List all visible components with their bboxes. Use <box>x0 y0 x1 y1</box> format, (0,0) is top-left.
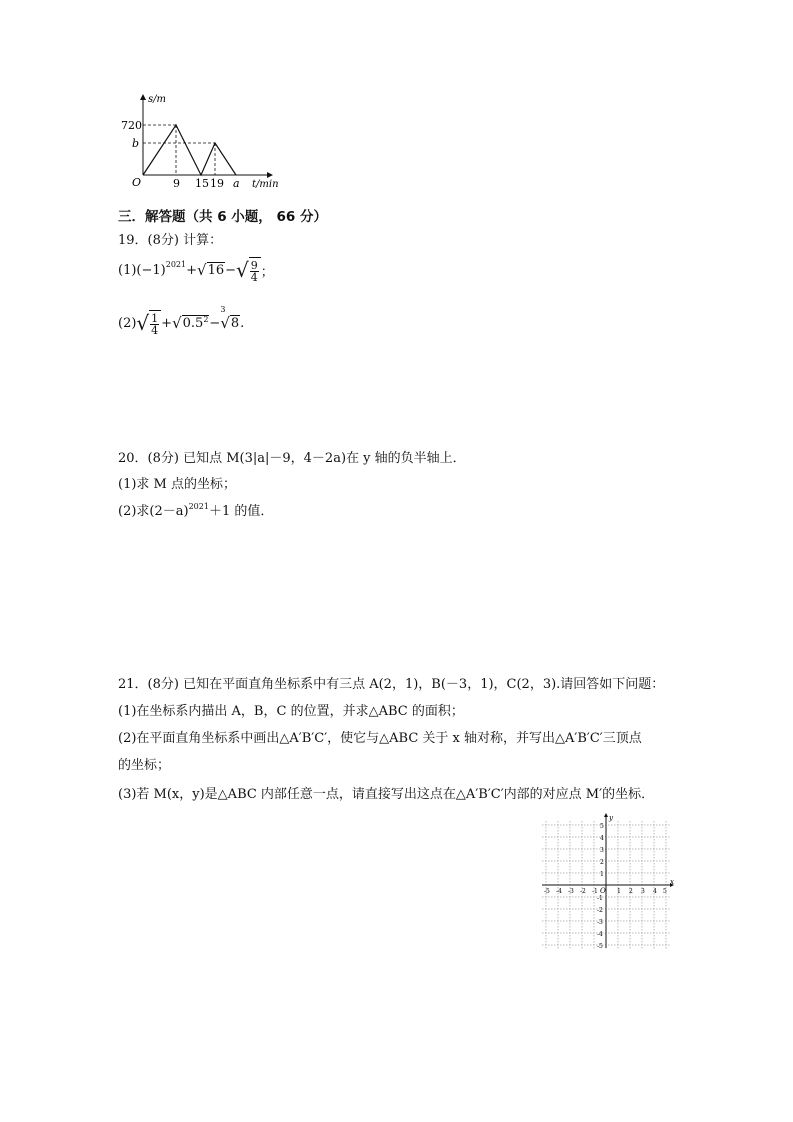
radicand-exponent: 2 <box>203 315 209 324</box>
fraction-numerator: 1 <box>151 311 159 325</box>
q19-p1-minus: − <box>225 262 237 278</box>
fraction-1-4 <box>150 313 159 336</box>
y-tick-b: b <box>132 137 140 150</box>
sqrt-0.5-squared <box>172 315 209 331</box>
q19-p1-end: ； <box>260 264 274 280</box>
x-tick-3: 3 <box>641 888 645 895</box>
x-tick-neg2: -2 <box>580 888 586 895</box>
radical-sign-icon: √ <box>197 261 207 279</box>
radicand-0.5: 0.5 <box>182 316 204 331</box>
x-axis-arrow <box>267 172 273 178</box>
y-tick-neg2: -2 <box>597 907 603 914</box>
q20-p2-post: ＋1 的值． <box>208 504 274 519</box>
cube-root-8 <box>220 305 240 332</box>
q20-header: 20．(8分) 已知点 M(3|a|－9，4－2a)在 y 轴的负半轴上． <box>118 451 466 466</box>
sqrt-16-radicand: 16 <box>207 263 225 278</box>
sqrt-1-over-4 <box>136 310 161 336</box>
sqrt-9-over-4 <box>236 257 261 283</box>
q19-p2-label: (2) <box>118 315 137 331</box>
y-tick-neg3: -3 <box>597 919 603 926</box>
sqrt-16 <box>197 262 225 278</box>
x-tick-a: a <box>233 177 240 190</box>
q21-part3: (3)若 M(x，y)是△ABC 内部任意一点，请直接写出这点在△A′B′C′内部的对应点 M′的坐标． <box>118 787 655 802</box>
radical-sign-icon: √ <box>172 314 182 332</box>
y-tick-4: 4 <box>600 835 604 842</box>
q21-header: 21．(8分) 已知在平面直角坐标系中有三点 A(2，1)，B(－3，1)，C(2，3).请回答如下问题： <box>118 677 665 692</box>
grid-x-label: x <box>670 878 674 886</box>
x-tick-2: 2 <box>629 888 633 895</box>
grid-origin: O <box>600 887 606 895</box>
q20-p2-pre: (2)求(2－a) <box>118 504 189 519</box>
radical-sign-icon: √ <box>236 258 249 282</box>
y-tick-720: 720 <box>121 119 142 132</box>
x-tick-neg4: -4 <box>556 888 562 895</box>
fraction-numerator: 9 <box>250 258 258 272</box>
q20-part2 <box>118 503 273 522</box>
x-tick-9: 9 <box>173 177 180 190</box>
fraction-9-4 <box>250 260 259 283</box>
y-tick-2: 2 <box>600 859 604 866</box>
q20-part1: (1)求 M 点的坐标； <box>118 477 236 492</box>
y-tick-1: 1 <box>600 871 604 878</box>
fraction-denominator: 4 <box>250 270 258 284</box>
radical-sign-icon: √ <box>136 311 150 335</box>
x-tick-15: 15 <box>195 177 209 190</box>
x-tick-1: 1 <box>617 888 621 895</box>
x-tick-19: 19 <box>210 177 224 190</box>
q21-part2-line1: (2)在平面直角坐标系中画出△A′B′C′，使它与△ABC 关于 x 轴对称，并写出△A′B′C′三顶点 <box>118 731 642 746</box>
x-tick-neg3: -3 <box>568 888 574 895</box>
grid-y-arrow <box>604 813 608 817</box>
q19-p1-plus: + <box>186 262 197 278</box>
y-axis-label: s/m <box>148 94 166 105</box>
cube-root-radicand: 8 <box>230 316 240 331</box>
q19-p2-plus: + <box>161 315 173 331</box>
x-tick-neg5: -5 <box>544 888 550 895</box>
section-title: 三．解答题（共 6 小题， 66 分） <box>118 209 327 225</box>
fraction-denominator: 4 <box>151 323 159 337</box>
root-index: 3 <box>220 305 226 314</box>
radical-sign-icon: √ <box>220 314 230 332</box>
q19-header: 19．(8分) 计算： <box>118 233 223 248</box>
q19-p2-minus: − <box>209 315 221 331</box>
y-tick-neg1: -1 <box>597 895 603 902</box>
distance-path <box>143 125 236 175</box>
y-tick-neg5: -5 <box>597 943 603 950</box>
origin-label: O <box>132 176 142 189</box>
y-tick-3: 3 <box>600 847 604 854</box>
x-tick-5: 5 <box>663 888 667 895</box>
q19-p1-exponent: 2021 <box>165 259 187 269</box>
y-tick-5: 5 <box>600 823 604 830</box>
q21-part2-line2: 的坐标； <box>118 758 171 773</box>
q19-p2-end: . <box>240 315 245 331</box>
q20-p2-exponent: 2021 <box>188 502 209 511</box>
q19-p1-label: (1)(−1) <box>118 262 166 278</box>
y-axis-arrow <box>140 94 146 100</box>
q21-part1: (1)在坐标系内描出 A，B，C 的位置，并求△ABC 的面积； <box>118 704 464 719</box>
grid-y-label: y <box>609 814 613 822</box>
q19-part1 <box>118 257 274 283</box>
distance-time-graph <box>115 92 285 192</box>
x-axis-label: t/min <box>252 179 279 190</box>
x-tick-4: 4 <box>653 888 657 895</box>
q19-part2 <box>118 305 245 337</box>
y-tick-neg4: -4 <box>597 931 603 938</box>
coordinate-grid <box>538 812 676 950</box>
x-tick-neg1: -1 <box>592 888 598 895</box>
